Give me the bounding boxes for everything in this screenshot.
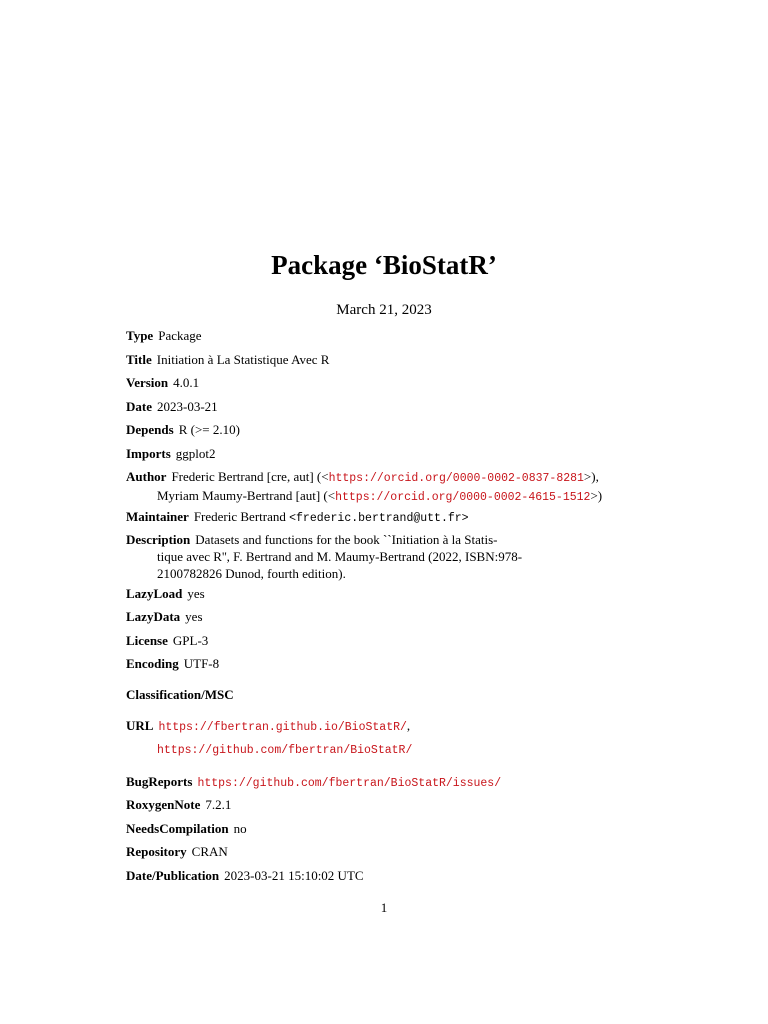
field-key: Version xyxy=(126,375,169,390)
field-value: CRAN xyxy=(191,844,228,859)
field-value: ggplot2 xyxy=(175,446,216,461)
publication-date: March 21, 2023 xyxy=(336,302,432,318)
bugreports-link[interactable]: https://github.com/fbertran/BioStatR/issues/ xyxy=(197,777,502,790)
field-key: Repository xyxy=(126,844,187,859)
url-separator: , xyxy=(406,718,411,733)
field-needscompilation xyxy=(126,820,247,837)
author-line-2 xyxy=(126,487,602,506)
field-key: License xyxy=(126,633,168,648)
field-value: R (>= 2.10) xyxy=(178,422,240,437)
maintainer-email: <frederic.bertrand@utt.fr> xyxy=(289,512,469,525)
orcid-link-1[interactable]: https://orcid.org/0000-0002-0837-8281 xyxy=(328,472,584,485)
field-key: Maintainer xyxy=(126,509,189,524)
field-bugreports xyxy=(126,773,501,792)
field-key: BugReports xyxy=(126,774,193,789)
field-key: Title xyxy=(126,352,152,367)
field-license xyxy=(126,632,208,649)
field-value: 4.0.1 xyxy=(173,375,200,390)
field-maintainer xyxy=(126,508,469,527)
field-value: yes xyxy=(185,609,203,624)
field-key: Imports xyxy=(126,446,171,461)
field-key: Date/Publication xyxy=(126,868,220,883)
field-value: yes xyxy=(187,586,205,601)
field-author xyxy=(126,468,602,506)
maintainer-name: Frederic Bertrand xyxy=(193,509,286,524)
field-type xyxy=(126,327,202,344)
field-imports xyxy=(126,445,216,462)
field-lazydata xyxy=(126,608,203,625)
field-value: no xyxy=(233,821,247,836)
field-key: Depends xyxy=(126,422,174,437)
field-key: Type xyxy=(126,328,154,343)
field-encoding xyxy=(126,655,219,672)
description-line-2: tique avec R'', F. Bertrand and M. Maumy-Bertrand (2022, ISBN:978- xyxy=(157,549,523,564)
field-lazyload xyxy=(126,585,205,602)
field-value: 2023-03-21 xyxy=(157,399,218,414)
orcid-link-2[interactable]: https://orcid.org/0000-0002-4615-1512 xyxy=(335,491,591,504)
url-line-2 xyxy=(157,740,412,759)
url-link-2[interactable]: https://github.com/fbertran/BioStatR/ xyxy=(157,744,413,757)
field-classification xyxy=(126,686,239,703)
author-line-1-pre: Frederic Bertrand [cre, aut] (< xyxy=(171,469,329,484)
page-number: 1 xyxy=(380,900,388,915)
field-url xyxy=(126,717,410,736)
description-line-1: Datasets and functions for the book ``Initiation à la Statis- xyxy=(195,532,498,547)
field-key: LazyLoad xyxy=(126,586,183,601)
field-value: 2023-03-21 15:10:02 UTC xyxy=(224,868,364,883)
field-key: NeedsCompilation xyxy=(126,821,229,836)
field-roxygennote xyxy=(126,796,231,813)
page-title: Package ‘BioStatR’ xyxy=(271,250,497,280)
field-key: Description xyxy=(126,532,191,547)
field-value: Initiation à La Statistique Avec R xyxy=(156,352,330,367)
field-description xyxy=(126,531,522,582)
field-value: GPL-3 xyxy=(172,633,209,648)
field-key: URL xyxy=(126,718,154,733)
field-depends xyxy=(126,421,240,438)
field-key: RoxygenNote xyxy=(126,797,201,812)
field-version xyxy=(126,374,199,391)
field-key: Author xyxy=(126,469,167,484)
field-date xyxy=(126,398,218,415)
description-line-3: 2100782826 Dunod, fourth edition). xyxy=(157,566,346,581)
field-title xyxy=(126,351,329,368)
field-value: 7.2.1 xyxy=(205,797,232,812)
author-line-2-pre: Myriam Maumy-Bertrand [aut] (< xyxy=(157,488,336,503)
author-line-1-post: >), xyxy=(583,469,599,484)
field-key: Date xyxy=(126,399,152,414)
field-key: Encoding xyxy=(126,656,179,671)
field-value: UTF-8 xyxy=(183,656,220,671)
url-link-1[interactable]: https://fbertran.github.io/BioStatR/ xyxy=(158,721,407,734)
field-publication xyxy=(126,867,364,884)
field-repository xyxy=(126,843,228,860)
field-key: Classification/MSC xyxy=(126,687,234,702)
field-key: LazyData xyxy=(126,609,181,624)
field-value: Package xyxy=(158,328,202,343)
author-line-2-post: >) xyxy=(590,488,603,503)
